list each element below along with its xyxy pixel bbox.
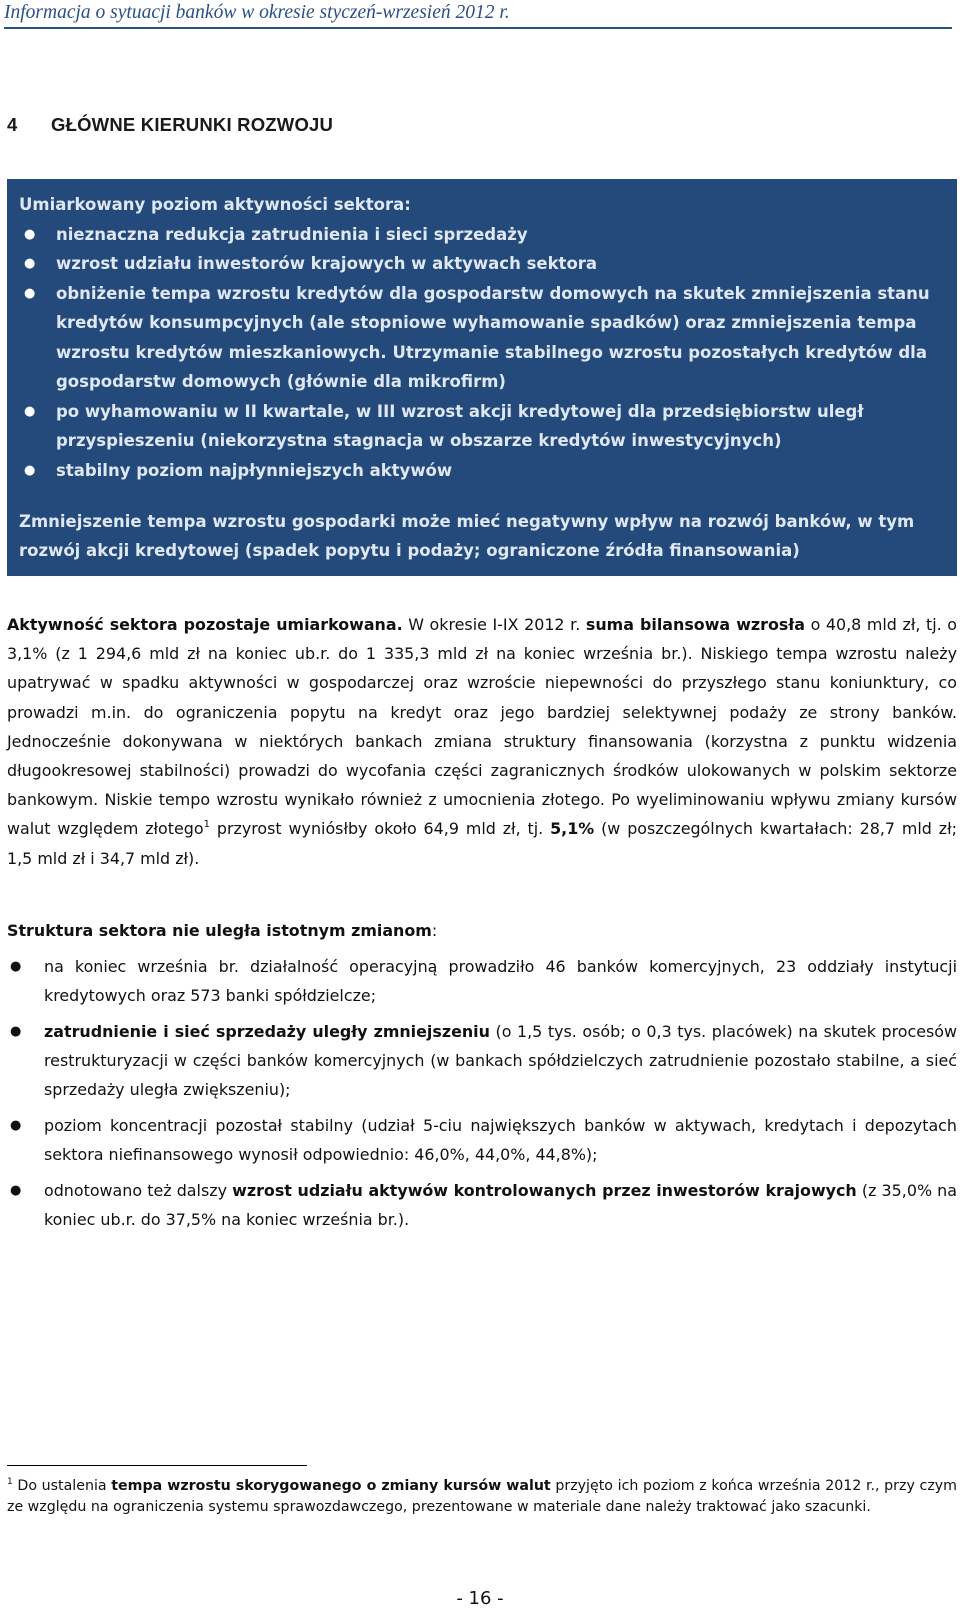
structure-heading-bold: Struktura sektora nie uległa istotnym zmianom (7, 921, 432, 940)
bullet-icon: ● (24, 285, 36, 301)
structure-item (7, 1017, 957, 1104)
summary-box-title: Umiarkowany poziom aktywności sektora: (19, 195, 411, 214)
structure-list (7, 952, 957, 1241)
summary-bullet-item (19, 249, 945, 279)
activity-lead: Aktywność sektora pozostaje umiarkowana. (7, 615, 403, 634)
running-header: Informacja o sytuacji banków w okresie styczeń-wrzesień 2012 r. (4, 2, 952, 29)
bullet-icon: ● (10, 959, 22, 974)
summary-bullet-item (19, 456, 945, 486)
summary-box (7, 179, 957, 576)
footnote-reference[interactable]: 1 (203, 819, 210, 831)
footnote-text: Do ustalenia (12, 1478, 112, 1494)
bullet-icon: ● (24, 403, 36, 419)
structure-item (7, 1111, 957, 1169)
structure-item-text: (z 35,0% na koniec ub.r. do 37,5% na koniec września br.). (44, 1181, 957, 1229)
bullet-icon: ● (10, 1118, 22, 1133)
structure-item-bold: wzrost udziału aktywów kontrolowanych przez inwestorów krajowych (232, 1181, 857, 1200)
activity-text: przyrost wyniósłby około 64,9 mld zł, tj. (209, 819, 551, 839)
summary-bullet-list (19, 220, 945, 486)
bullet-icon: ● (24, 256, 36, 271)
bullet-icon: ● (10, 1183, 22, 1198)
chapter-title: GŁÓWNE KIERUNKI ROZWOJU (51, 114, 334, 135)
activity-bold: suma bilansowa wzrosła (585, 615, 805, 634)
summary-bullet-item (19, 220, 945, 250)
summary-bullet-text: po wyhamowaniu w II kwartale, w III wzrost akcji kredytowej dla przedsiębiorstw uległ przyspieszeniu (niekorzystna stagnacja w obszarze kredytów inwestycyjnych) (56, 401, 864, 450)
bullet-icon: ● (24, 226, 36, 242)
activity-text: W okresie I-IX 2012 r. (402, 615, 586, 634)
footnote-bold: tempa wzrostu skorygowanego o zmiany kursów walut (111, 1478, 551, 1494)
structure-item-text: (o 1,5 tys. osób; o 0,3 tys. placówek) na skutek procesów restrukturyzacji w części banków komercyjnych (w bankach spółdzielczych zatrudnienie pozostało stabilne, a sieć sprzedaży uległa zwiększeniu); (44, 1022, 957, 1099)
chapter-number: 4 (7, 114, 18, 135)
footnote-marker: 1 (7, 1477, 13, 1487)
structure-heading-colon: : (431, 921, 438, 940)
footnote-separator (7, 1465, 307, 1466)
structure-item-text: odnotowano też dalszy (44, 1181, 233, 1200)
footnote-text: przyjęto ich poziom z końca września 2012 r., przy czym ze względu na ograniczenia systemu sprawozdawczego, prezentowane w materiale dane należy traktować jako szacunki. (7, 1478, 957, 1515)
summary-bullet-item (19, 397, 945, 456)
summary-bullet-text: obniżenie tempa wzrostu kredytów dla gospodarstw domowych na skutek zmniejszenia stanu kredytów konsumpcyjnych (ale stopniowe wyhamowanie spadków) oraz zmniejszenia tempa wzrostu kredytów mieszkaniowych. Utrzymanie stabilnego wzrostu pozostałych kredytów dla gospodarstw domowych (głównie dla mikrofirm) (56, 283, 930, 391)
chapter-heading (7, 114, 333, 136)
summary-box-note: Zmniejszenie tempa wzrostu gospodarki może mieć negatywny wpływ na rozwój banków, w tym rozwój akcji kredytowej (spadek popytu i podaży; ograniczone źródła finansowania) (19, 512, 915, 560)
structure-heading (7, 916, 957, 945)
structure-item-text: poziom koncentracji pozostał stabilny (udział 5-ciu największych banków w aktywach, kredytach i depozytach sektora niefinansowego wynosił odpowiednio: 46,0%, 44,0%, 44,8%); (44, 1116, 957, 1164)
footnote (7, 1476, 957, 1518)
structure-item (7, 952, 957, 1010)
structure-item-text: na koniec września br. działalność operacyjną prowadziło 46 banków komercyjnych, 23 oddziały instytucji kredytowych oraz 573 banki spółdzielcze; (44, 957, 957, 1005)
activity-bold: 5,1% (550, 819, 595, 839)
summary-bullet-text: nieznaczna redukcja zatrudnienia i sieci sprzedaży (56, 224, 528, 244)
summary-bullet-text: stabilny poziom najpłynniejszych aktywów (56, 460, 453, 480)
structure-item-bold: zatrudnienie i sieć sprzedaży uległy zmniejszeniu (44, 1022, 490, 1041)
activity-text: o 40,8 mld zł, tj. o 3,1% (z 1 294,6 mld zł na koniec ub.r. do 1 335,3 mld zł na koniec września br.). Niskiego tempa wzrostu należy upatrywać w spadku aktywności w gospodarczej oraz wzroście niepewności do przyszłego stanu koniunktury, co prowadzi m.in. do ograniczenia popytu na kredyt oraz jego bardziej selektywnej podaży ze strony banków. Jednocześnie dokonywana w niektórych bankach zmiana struktury finansowania (korzystna z punktu widzenia długookresowej stabilności) prowadzi do wycofania części zagranicznych środków ulokowanych w polskim sektorze bankowym. Niskie tempo wzrostu wynikało również z umocnienia złotego. Po wyeliminowaniu wpływu zmiany kursów walut względem złotego (7, 615, 958, 839)
bullet-icon: ● (10, 1024, 22, 1039)
bullet-icon: ● (24, 462, 36, 478)
structure-item (7, 1176, 957, 1234)
page-number: - 16 - (456, 1588, 504, 1609)
summary-bullet-item (19, 279, 945, 397)
activity-text: (w poszczególnych kwartałach: 28,7 mld zł; 1,5 mld zł i 34,7 mld zł). (7, 819, 957, 868)
summary-bullet-text: wzrost udziału inwestorów krajowych w aktywach sektora (56, 254, 598, 273)
activity-paragraph (7, 610, 957, 873)
